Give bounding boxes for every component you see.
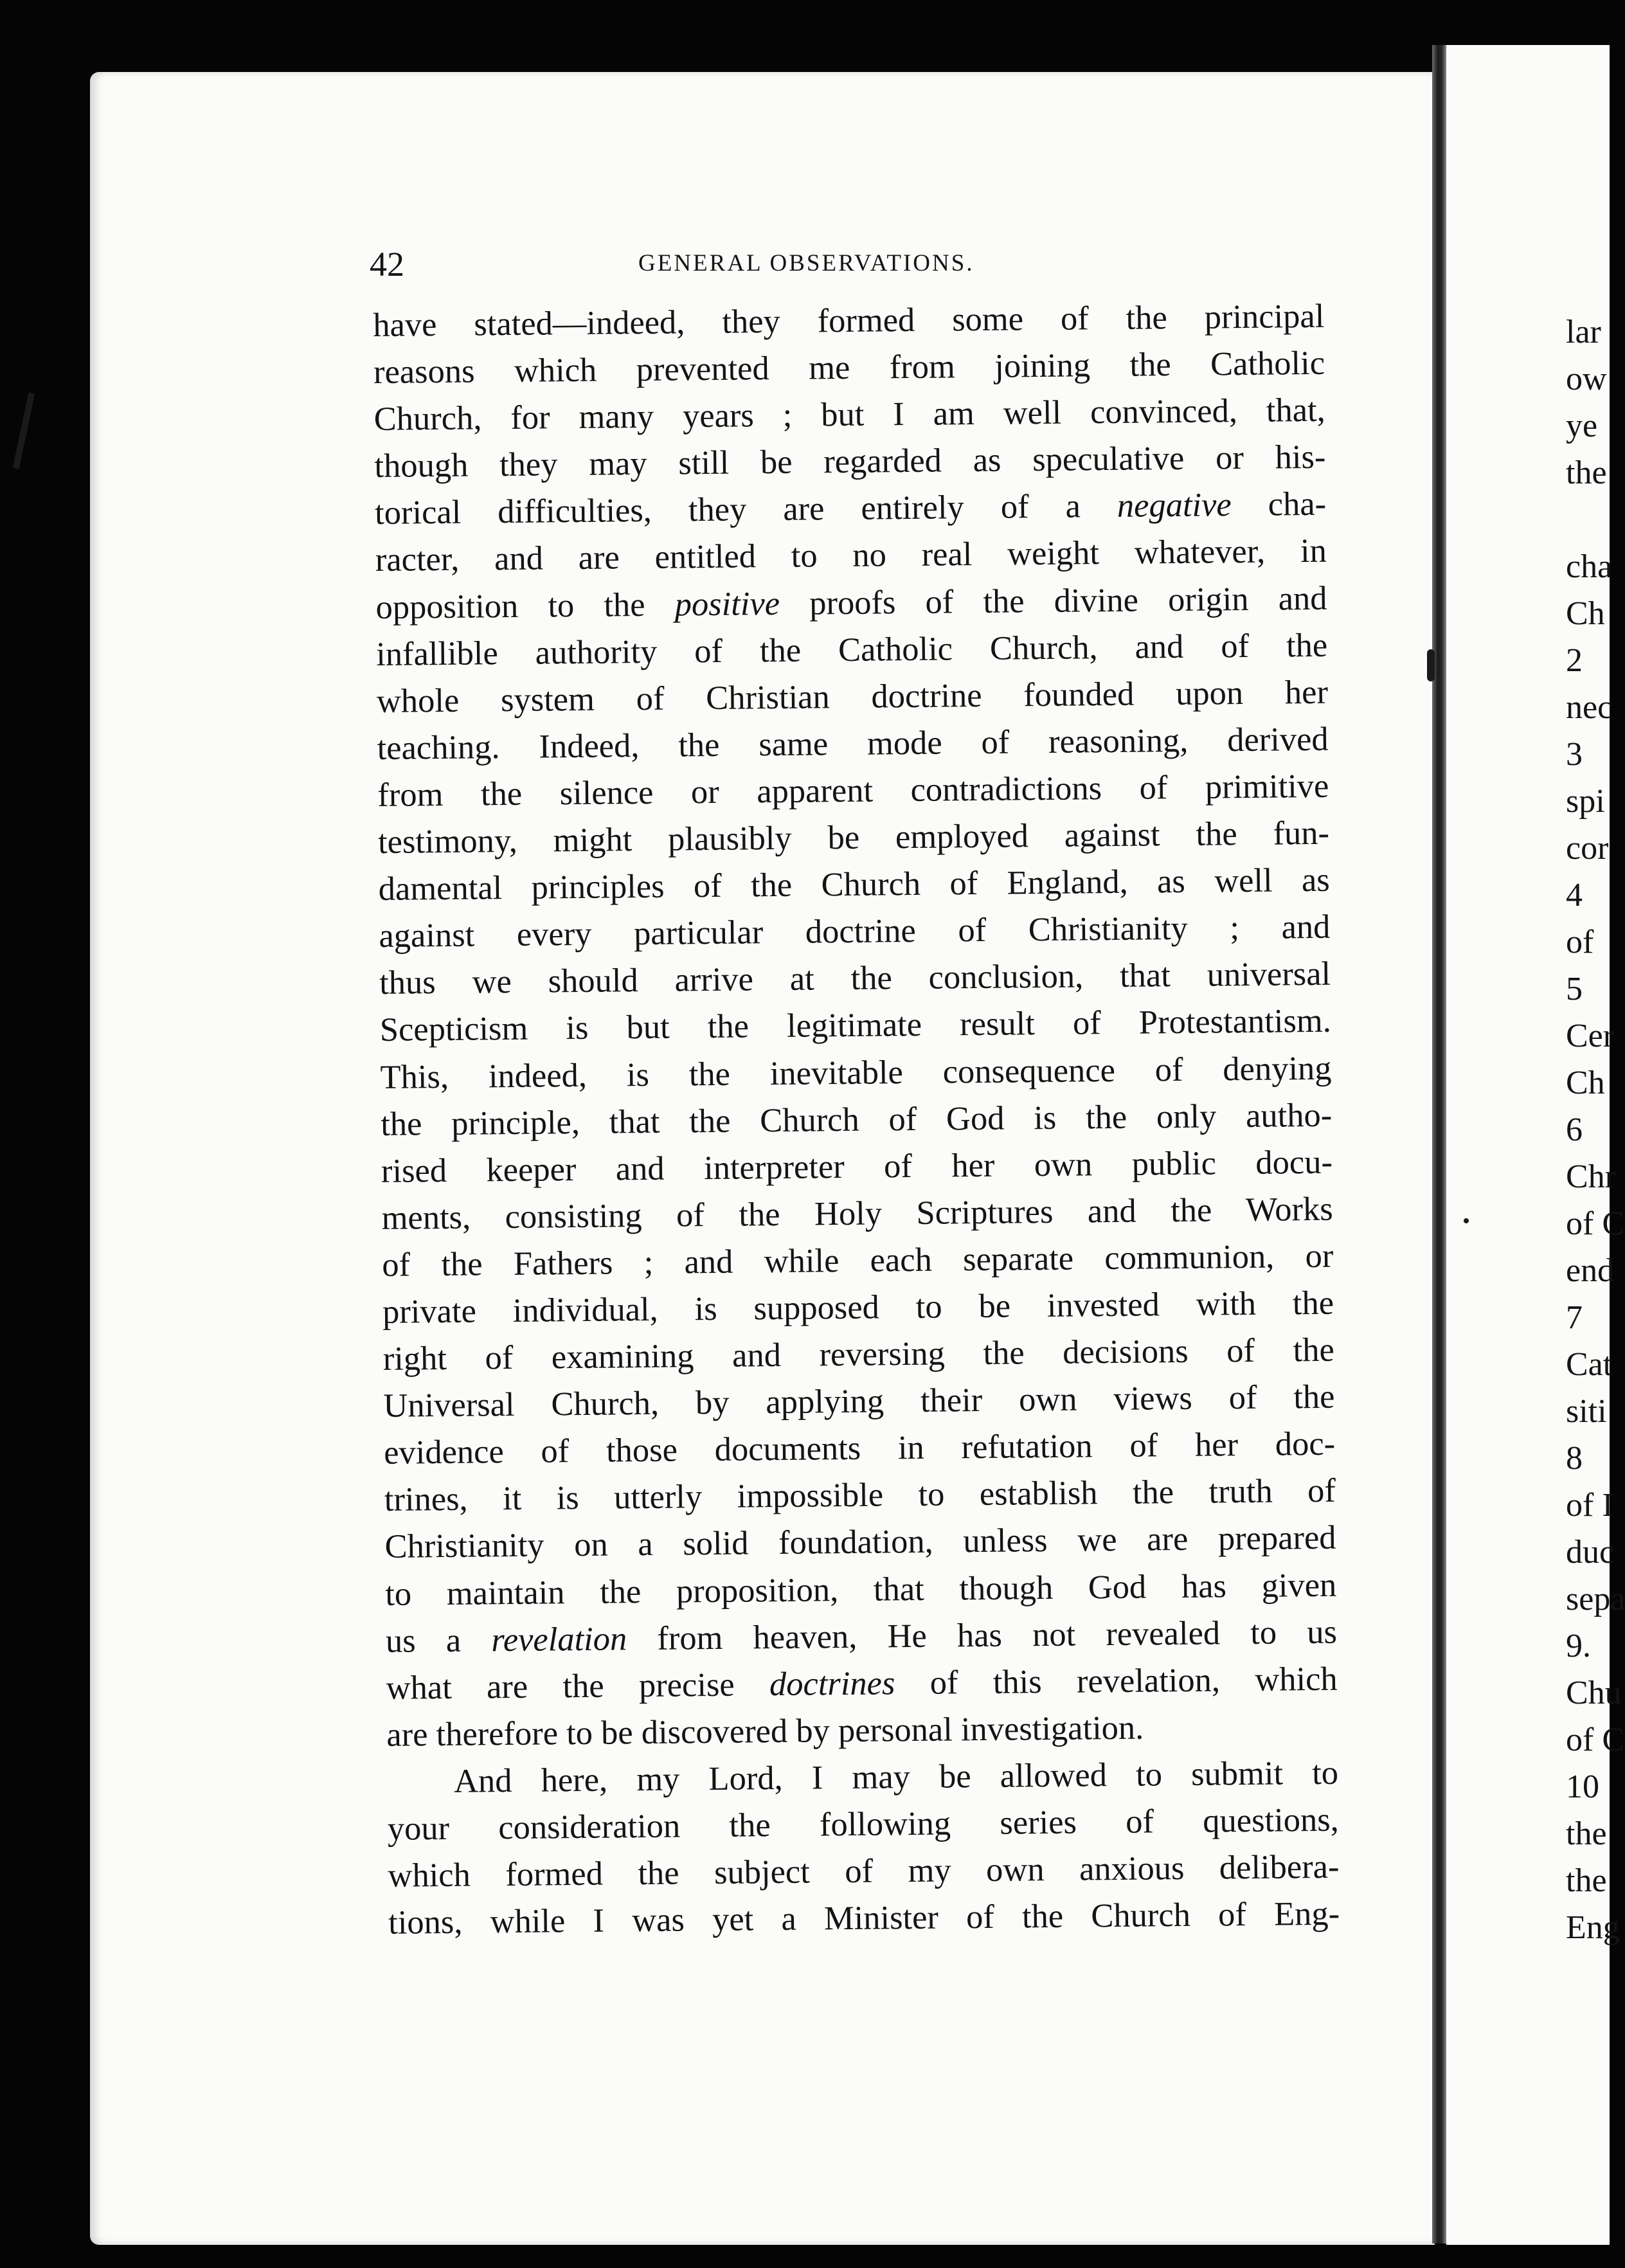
text-segment: damental principles of the Church of England, as well as [378,861,1330,908]
text-line [386,1655,1338,1711]
scan-mark [1427,649,1435,681]
text-segment: racter, and are entitled to no real weight whatever, in [375,532,1327,579]
text-line [385,1562,1337,1617]
facing-page-fragment: the [1566,1815,1607,1852]
facing-page-fragment: Ch [1566,595,1605,632]
text-line [378,857,1330,913]
text-segment: teaching. Indeed, the same mode of reasoning, derived [377,720,1329,767]
facing-page-fragment: the [1566,455,1607,491]
book-gutter [1432,45,1446,2244]
text-segment: evidence of those documents in refutation of her doc- [383,1425,1336,1472]
text-line [382,1327,1334,1383]
running-title: GENERAL OBSERVATIONS. [638,250,974,276]
facing-page-fragment: 5 [1566,971,1583,1007]
text-line [382,1280,1334,1336]
facing-page-fragment: nec [1566,689,1613,726]
text-line [375,575,1327,631]
text-line [375,481,1327,537]
facing-page-fragment: cha [1566,548,1613,585]
text-segment: cha- [1231,485,1327,524]
text-line [388,1844,1340,1900]
text-segment: of this revelation, which [895,1660,1338,1702]
text-segment: your consideration the following series of questions, [387,1801,1340,1848]
text-line [386,1703,1338,1759]
facing-page-fragment: ye [1566,408,1598,444]
text-line [373,293,1325,349]
text-segment: infallible authority of the Catholic Church, and of the [375,626,1328,673]
facing-page-fragment: Eng [1566,1909,1620,1946]
scan-mark [1464,1218,1469,1223]
italic-word: positive [674,584,780,624]
text-segment: Universal Church, by applying their own views of the [383,1378,1335,1425]
text-segment: testimony, might plausibly be employed against the fun- [377,814,1330,861]
text-line [380,1045,1332,1101]
text-segment: trines, it is utterly impossible to establish the truth of [384,1472,1336,1519]
facing-page-fragment: end [1566,1252,1615,1289]
text-segment: of the Fathers ; and while each separate communion, or [382,1237,1334,1284]
text-segment: And here, my Lord, I may be allowed to submit to [453,1754,1339,1800]
text-segment: from the silence or apparent contradictions of primitive [377,767,1329,814]
facing-page-fragment: 4 [1566,877,1583,914]
text-segment: rised keeper and interpreter of her own public docu- [381,1143,1333,1190]
facing-page-fragment: 10 [1566,1769,1599,1805]
text-line [383,1374,1335,1430]
text-line [381,1186,1333,1242]
text-line [373,387,1325,443]
facing-page-fragment: sepa [1566,1581,1625,1617]
text-segment: have stated—indeed, they formed some of the principal [373,297,1325,344]
facing-page-fragments [1566,309,1625,1951]
text-line [381,1138,1333,1194]
facing-page-fragment: 9. [1566,1628,1591,1664]
text-segment: what are the precise [386,1665,770,1707]
text-line [381,1092,1333,1148]
text-line [380,998,1332,1054]
text-line [377,716,1329,772]
facing-page-fragment: Chr [1566,1158,1616,1195]
facing-page-fragment: duc [1566,1534,1615,1571]
facing-page-fragment: 2 [1566,642,1583,679]
facing-page-fragment: 8 [1566,1440,1583,1477]
page-number: 42 [370,245,404,284]
text-line [377,669,1329,725]
text-segment: though they may still be regarded as speculative or his- [374,438,1326,485]
text-segment: are therefore to be discovered by personal investigation. [386,1709,1144,1754]
facing-page-fragment: spi [1566,783,1605,820]
body-text [373,293,1340,1947]
facing-page-fragment: Cat [1566,1346,1613,1383]
text-segment: private individual, is supposed to be invested with the [382,1284,1334,1331]
italic-word: negative [1117,486,1232,525]
text-segment: reasons which prevented me from joining the Catholic [373,344,1325,392]
facing-page-fragment: 7 [1566,1299,1583,1336]
text-line [388,1891,1340,1947]
facing-page-fragment: Ch [1566,1065,1605,1101]
text-line [382,1233,1334,1289]
text-line [384,1515,1336,1571]
scan-mark [13,392,35,469]
text-line [376,622,1328,678]
text-segment: torical difficulties, they are entirely of a [374,487,1118,532]
facing-page-fragment: of [1566,924,1594,960]
facing-page-fragment: of C [1566,1722,1624,1758]
text-line [375,528,1327,584]
facing-page-fragment: Chu [1566,1675,1622,1711]
facing-page-fragment: siti [1566,1393,1607,1430]
text-segment: us a [385,1621,492,1660]
text-line [378,810,1330,866]
text-segment: from heaven, He has not revealed to us [626,1613,1338,1657]
text-line [374,434,1326,490]
facing-page-fragment: of I [1566,1487,1613,1524]
text-segment: right of examining and reversing the decisions of the [382,1331,1334,1378]
text-line [384,1468,1336,1524]
text-segment: This, indeed, is the inevitable consequence of denying [380,1049,1332,1096]
facing-page-fragment: ow [1566,361,1607,397]
facing-page-fragment: lar [1566,314,1601,350]
facing-page-fragment: the [1566,1862,1607,1899]
facing-page-fragment: cor [1566,830,1609,867]
text-segment: the principle, that the Church of God is the only autho- [380,1096,1333,1143]
text-segment: Church, for many years ; but I am well convinced, that, [373,391,1325,438]
text-line [379,904,1331,960]
facing-page-fragment: 6 [1566,1112,1583,1148]
facing-page-fragment: 3 [1566,736,1583,773]
text-segment: opposition to the [375,586,676,626]
text-line [377,763,1329,819]
text-segment: against every particular doctrine of Christianity ; and [379,908,1331,955]
text-line [379,951,1331,1007]
text-segment: to maintain the proposition, that though God has given [385,1566,1337,1613]
facing-page-fragment: of C [1566,1205,1624,1242]
page-header [370,244,1295,283]
text-line [387,1750,1339,1806]
facing-page-fragment [1566,496,1617,543]
text-segment: ments, consisting of the Holy Scriptures and the Works [381,1190,1333,1237]
italic-word: doctrines [769,1664,895,1703]
text-segment: Christianity on a solid foundation, unless we are prepared [384,1519,1336,1566]
text-segment: which formed the subject of my own anxious delibera- [388,1848,1340,1895]
text-segment: thus we should arrive at the conclusion, that universal [379,955,1331,1002]
text-segment: whole system of Christian doctrine founded upon her [376,673,1329,720]
text-segment: Scepticism is but the legitimate result of Protestantism. [379,1002,1332,1049]
text-line [373,340,1325,396]
text-segment: tions, while I was yet a Minister of the Church of Eng- [388,1895,1340,1942]
text-line [386,1608,1338,1664]
italic-word: revelation [491,1619,627,1659]
facing-page-fragment: Cer [1566,1018,1615,1054]
text-line [387,1797,1339,1853]
text-segment: proofs of the divine origin and [779,579,1327,622]
text-line [384,1421,1336,1477]
